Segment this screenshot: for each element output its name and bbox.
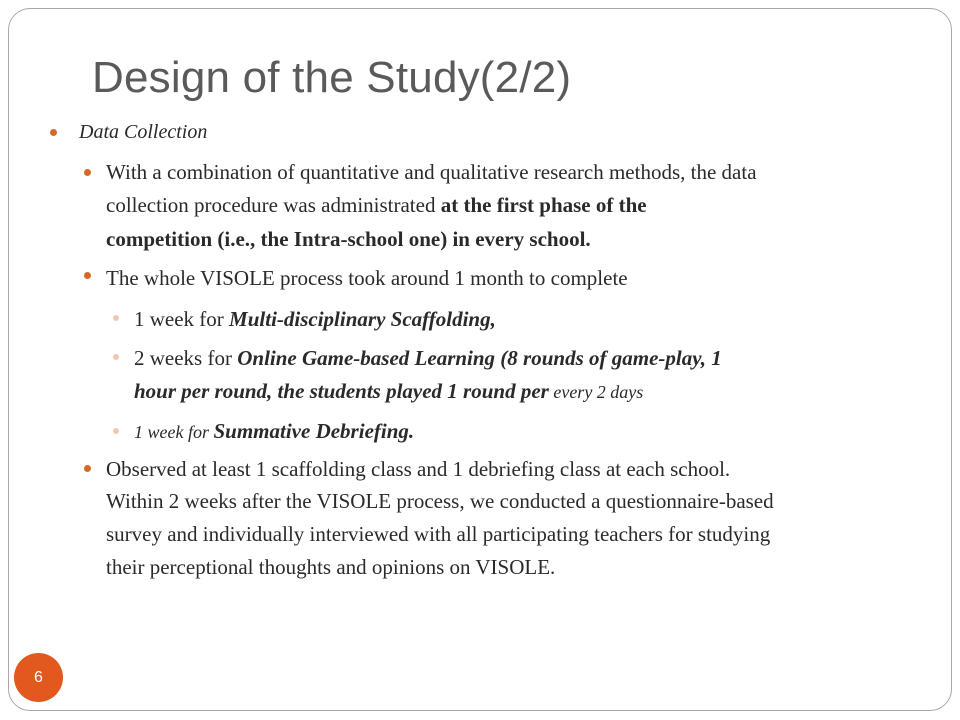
item-2a (134, 303, 496, 335)
item-1-line-2-normal: collection procedure was administrated (106, 193, 441, 217)
item-2c-bold-italic: Summative Debriefing. (213, 419, 415, 443)
item-2a-bold-italic: Multi-disciplinary Scaffolding, (229, 307, 496, 331)
item-2b-line-2-bold-italic: hour per round, the students played 1 round per (134, 379, 549, 403)
item-3-line-4: their perceptional thoughts and opinions on VISOLE. (106, 555, 556, 579)
item-2b-line-1 (134, 342, 722, 374)
item-2b-line-2 (134, 375, 643, 408)
item-1-line-2-bold: at the first phase of the (440, 193, 647, 217)
item-2a-normal: 1 week for (134, 307, 230, 331)
item-1-line-3: competition (i.e., the Intra-school one) in every school. (106, 227, 591, 251)
bullet-dot (50, 129, 57, 136)
page-number: 6 (34, 668, 43, 686)
item-2c (134, 415, 414, 448)
page-number-badge (14, 653, 63, 702)
bullet-dot (113, 315, 119, 321)
item-2b-line-2-italic: every 2 days (548, 382, 644, 402)
bullet-dot (84, 169, 91, 176)
bullet-dot (113, 428, 119, 434)
item-1-line-1: With a combination of quantitative and qualitative research methods, the data (106, 160, 757, 184)
item-1-line-2 (106, 189, 647, 221)
item-2b-normal: 2 weeks for (134, 346, 238, 370)
item-2c-italic: 1 week for (134, 422, 214, 442)
item-3-line-3: survey and individually interviewed with all participating teachers for studying (106, 522, 771, 546)
item-2-text: The whole VISOLE process took around 1 month to complete (106, 266, 628, 290)
bullet-dot (113, 354, 119, 360)
bullet-dot (84, 272, 91, 279)
slide-title: Design of the Study(2/2) (92, 53, 572, 102)
item-2b-bold-italic: Online Game-based Learning (8 rounds of game-play, 1 (237, 346, 722, 370)
bullet-dot (84, 465, 91, 472)
item-3-line-2: Within 2 weeks after the VISOLE process, we conducted a questionnaire-based (106, 489, 774, 513)
section-heading: Data Collection (79, 121, 208, 143)
item-3-line-1: Observed at least 1 scaffolding class and 1 debriefing class at each school. (106, 457, 731, 481)
